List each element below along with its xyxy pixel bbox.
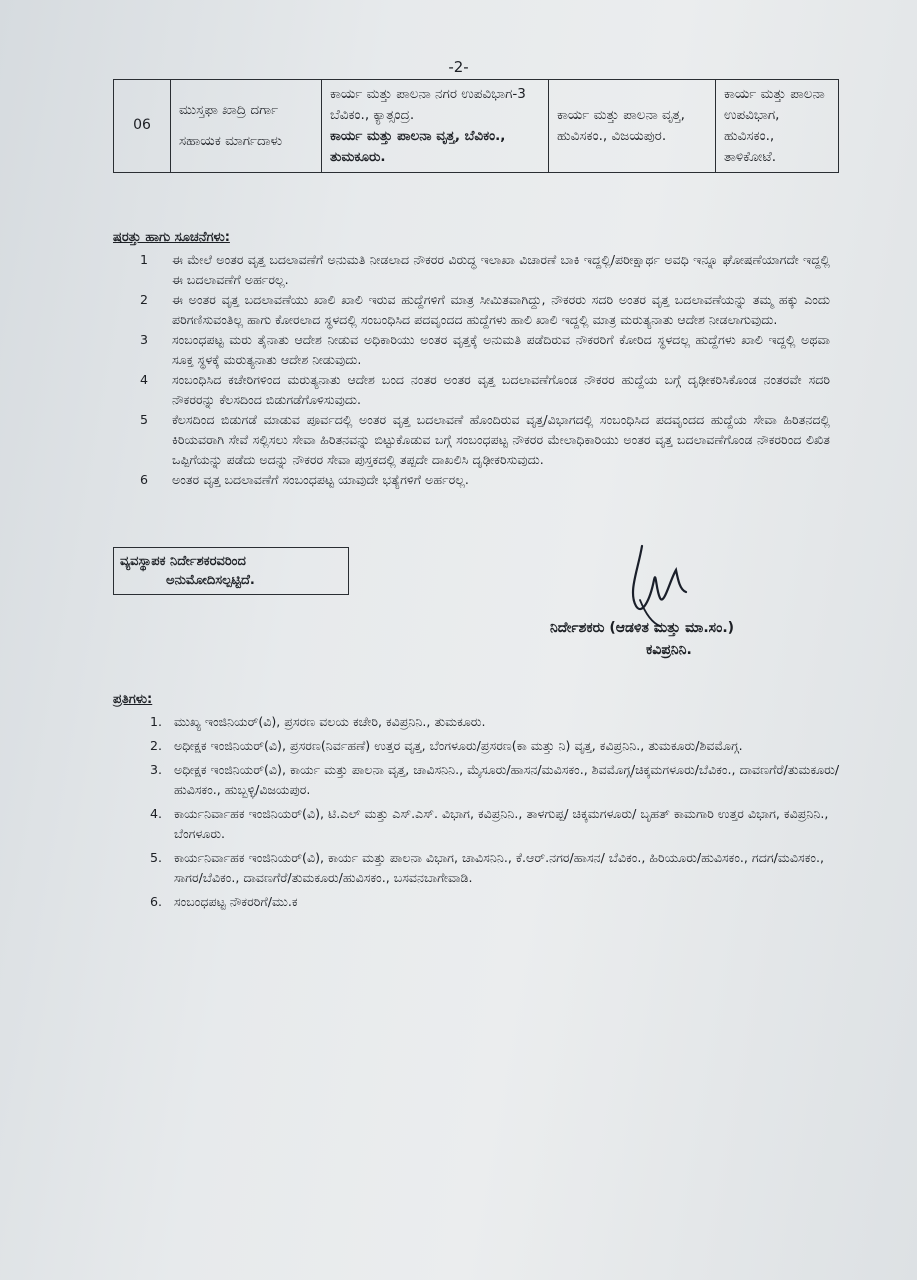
copy-item (150, 804, 840, 844)
table-row (114, 80, 839, 173)
condition-text: ಈ ಅಂತರ ವೃತ್ತ ಬದಲಾವಣೆಯು ಖಾಲಿ ಖಾಲಿ ಇರುವ ಹುದ್ದೆಗಳಿಗೆ ಮಾತ್ರ ಸೀಮಿತವಾಗಿದ್ದು, ನೌಕರರು ಸದರಿ ಅಂತರ ವೃತ್ತ ಬದಲಾವಣೆಯನ್ನು ತಮ್ಮ ಹಕ್ಕು ಎಂದು ಪರಿಗಣಿಸುವಂತಿಲ್ಲ ಹಾಗು ಕೋರಲಾದ ಸ್ಥಳದಲ್ಲಿ ಸಂಬಂಧಿಸಿದ ಪದವೃಂದದ ಹುದ್ದೆಗಳು ಹಾಲಿ ಖಾಲಿ ಇದ್ದಲ್ಲಿ ಮಾತ್ರ ಮರುತ್ಯನಾತು ಆದೇಶ ನೀಡಲಾಗುವುದು. (172, 292, 830, 327)
condition-number: 4 (140, 372, 149, 387)
signatory-title: ನಿರ್ದೇಶಕರು (ಆಡಳಿತ ಮತ್ತು ಮಾ.ಸಂ.) (550, 620, 735, 636)
condition-item (140, 470, 830, 490)
transfer-table (113, 79, 839, 173)
from-unit-cell (322, 80, 549, 173)
copy-text: ಮುಖ್ಯ ಇಂಜಿನಿಯರ್(ವಿ), ಪ್ರಸರಣ ವಲಯ ಕಚೇರಿ, ಕವಿಪ್ರನಿನಿ., ತುಮಕೂರು. (174, 714, 486, 729)
employee-name: ಮುಸ್ತಫಾ ಖಾದ್ರಿ ದರ್ಗಾ (179, 101, 279, 118)
condition-number: 2 (140, 292, 149, 307)
copy-text: ಅಧೀಕ್ಷಕ ಇಂಜಿನಿಯರ್(ವಿ), ಪ್ರಸರಣ(ನಿರ್ವಹಣೆ) ಉತ್ತರ ವೃತ್ತ, ಬೆಂಗಳೂರು/ಪ್ರಸರಣ(ಕಾ ಮತ್ತು ನಿ) ವೃತ್ತ, ಕವಿಪ್ರನಿನಿ., ತುಮಕೂರು/ಶಿವಮೊಗ್ಗ. (174, 738, 743, 753)
copy-item (150, 760, 840, 800)
condition-item (140, 410, 830, 470)
approval-box (113, 547, 349, 595)
from-unit-line-2: ಕಾರ್ಯ ಮತ್ತು ಪಾಲನಾ ವೃತ್ತ, ಬೆವಿಕಂ., ತುಮಕೂರು. (330, 127, 506, 165)
copy-number: 6. (150, 894, 163, 909)
condition-item (140, 290, 830, 330)
conditions-list (140, 250, 830, 490)
condition-text: ಕೆಲಸದಿಂದ ಬಿಡುಗಡೆ ಮಾಡುವ ಪೂರ್ವದಲ್ಲಿ ಅಂತರ ವೃತ್ತ ಬದಲಾವಣೆ ಹೊಂದಿರುವ ವೃತ್ತ/ವಿಭಾಗದಲ್ಲಿ ಸಂಬಂಧಿಸಿದ ಪದವೃಂದದ ಹುದ್ದೆಯ ಸೇವಾ ಹಿರಿತನದಲ್ಲಿ ಕಿರಿಯವರಾಗಿ ಸೇವೆ ಸಲ್ಲಿಸಲು ಸೇವಾ ಹಿರಿತನವನ್ನು ಬಿಟ್ಟುಕೊಡುವ ಬಗ್ಗೆ ಸಂಬಂಧಪಟ್ಟ ನೌಕರರ ಮೇಲಾಧಿಕಾರಿಯು ಅಂತರ ವೃತ್ತ ಬದಲಾವಣೆಗೊಂಡ ನೌಕರರಿಂದ ಲಿಖಿತ ಒಪ್ಪಿಗೆಯನ್ನು ಪಡೆದು ಅದನ್ನು ನೌಕರರ ಸೇವಾ ಪುಸ್ತಕದಲ್ಲಿ ತಪ್ಪದೇ ದಾಖಲಿಸಿ ದೃಢೀಕರಿಸುವುದು. (172, 412, 830, 467)
copy-text: ಸಂಬಂಧಪಟ್ಟ ನೌಕರರಿಗೆ/ಮು.ಕ (174, 894, 298, 909)
employee-cell (171, 80, 322, 173)
copy-number: 2. (150, 738, 163, 753)
copy-item (150, 892, 840, 912)
condition-item (140, 330, 830, 370)
condition-item (140, 370, 830, 410)
copy-number: 1. (150, 714, 163, 729)
copy-item (150, 712, 840, 732)
to-circle-cell: ಕಾರ್ಯ ಮತ್ತು ಪಾಲನಾ ವೃತ್ತ, ಹುವಿಸಕಂ., ವಿಜಯಪುರ. (549, 80, 716, 173)
page-number: -2- (448, 58, 469, 76)
signatory-org: ಕವಿಪ್ರನಿನಿ. (646, 642, 692, 658)
from-unit-line-1: ಕಾರ್ಯ ಮತ್ತು ಪಾಲನಾ ನಗರ ಉಪವಿಭಾಗ-3 ಬೆವಿಕಂ., ಕ್ಯಾತ್ಸಂದ್ರ. (330, 86, 526, 123)
copies-list (150, 712, 840, 916)
copy-item (150, 848, 840, 888)
condition-text: ಸಂಬಂಧಪಟ್ಟ ಮರು ತೈನಾತು ಆದೇಶ ನೀಡುವ ಅಧಿಕಾರಿಯು ಅಂತರ ವೃತ್ತಕ್ಕೆ ಅನುಮತಿ ಪಡೆದಿರುವ ನೌಕರರಿಗೆ ಕೋರಿದ ಸ್ಥಳದಲ್ಲ ಹುದ್ದೆಗಳು ಖಾಲಿ ಇದ್ದಲ್ಲಿ ಅಥವಾ ಸೂಕ್ತ ಸ್ಥಳಕ್ಕೆ ಮರುತ್ಯನಾತು ಆದೇಶ ನೀಡುವುದು. (172, 332, 830, 367)
condition-text: ಸಂಬಂಧಿಸಿದ ಕಚೇರಿಗಳಿಂದ ಮರುತ್ಯನಾತು ಆದೇಶ ಬಂದ ನಂತರ ಅಂತರ ವೃತ್ತ ಬದಲಾವಣೆಗೊಂಡ ನೌಕರರ ಹುದ್ದೆಯ ಬಗ್ಗೆ ದೃಢೀಕರಿಸಿಕೊಂಡ ನಂತರವೇ ಸದರಿ ನೌಕರರನ್ನು ಕೆಲಸದಿಂದ ಬಿಡುಗಡೆಗೊಳಿಸುವುದು. (172, 372, 830, 407)
condition-number: 3 (140, 332, 149, 347)
condition-number: 1 (140, 252, 149, 267)
copy-text: ಕಾರ್ಯನಿರ್ವಾಹಕ ಇಂಜಿನಿಯರ್(ವಿ), ಟಿ.ಎಲ್ ಮತ್ತು ಎಸ್.ಎಸ್. ವಿಭಾಗ, ಕವಿಪ್ರನಿನಿ., ತಾಳಗುಪ್ಪ/ ಚಿಕ್ಕಮಗಳೂರು/ ಬೃಹತ್ ಕಾಮಗಾರಿ ಉತ್ತರ ವಿಭಾಗ, ಕವಿಪ್ರನಿನಿ., ಬೆಂಗಳೂರು. (174, 806, 829, 841)
condition-number: 6 (140, 472, 149, 487)
copies-heading: ಪ್ರತಿಗಳು: (113, 692, 153, 707)
copy-number: 5. (150, 850, 163, 865)
condition-text: ಈ ಮೇಲೆ ಅಂತರ ವೃತ್ತ ಬದಲಾವಣೆಗೆ ಅನುಮತಿ ನೀಡಲಾದ ನೌಕರರ ವಿರುದ್ಧ ಇಲಾಖಾ ವಿಚಾರಣೆ ಬಾಕಿ ಇದ್ದಲ್ಲಿ/ಪರೀಕ್ಷಾರ್ಥ ಅವಧಿ ಇನ್ನೂ ಘೋಷಣೆಯಾಗದೇ ಇದ್ದಲ್ಲಿ ಈ ಬದಲಾವಣೆಗೆ ಅರ್ಹರಲ್ಲ. (172, 252, 830, 287)
approval-line-1: ವ್ಯವಸ್ಥಾಪಕ ನಿರ್ದೇಶಕರವರಿಂದ (120, 554, 246, 569)
copy-number: 3. (150, 762, 163, 777)
condition-item (140, 250, 830, 290)
copy-item (150, 736, 840, 756)
signatory-block (550, 617, 734, 661)
condition-text: ಅಂತರ ವೃತ್ತ ಬದಲಾವಣೆಗೆ ಸಂಬಂಧಪಟ್ಟ ಯಾವುದೇ ಭತ್ಯೆಗಳಿಗೆ ಅರ್ಹರಲ್ಲ. (172, 472, 469, 487)
conditions-heading: ಷರತ್ತು ಹಾಗು ಸೂಚನೆಗಳು: (113, 230, 230, 245)
approval-line-2: ಅನುಮೋದಿಸಲ್ಪಟ್ಟಿದೆ. (166, 573, 255, 588)
employee-designation: ಸಹಾಯಕ ಮಾರ್ಗದಾಳು (179, 132, 283, 149)
serial-cell: 06 (114, 80, 171, 173)
to-unit-cell: ಕಾರ್ಯ ಮತ್ತು ಪಾಲನಾ ಉಪವಿಭಾಗ, ಹುವಿಸಕಂ., ತಾಳಿಕೋಟೆ. (716, 80, 839, 173)
condition-number: 5 (140, 412, 149, 427)
copy-text: ಅಧೀಕ್ಷಕ ಇಂಜಿನಿಯರ್(ವಿ), ಕಾರ್ಯ ಮತ್ತು ಪಾಲನಾ ವೃತ್ತ, ಚಾವಿಸನಿನಿ., ಮೈಸೂರು/ಹಾಸನ/ಮವಿಸಕಂ., ಶಿವಮೊಗ್ಗ/ಚಿಕ್ಕಮಗಳೂರು/ಬೆವಿಕಂ., ದಾವಣಗೆರೆ/ತುಮಕೂರು/ಹುವಿಸಕಂ., ಹುಬ್ಬಳ್ಳಿ/ವಿಜಯಪುರ. (174, 762, 840, 797)
copy-number: 4. (150, 806, 163, 821)
copy-text: ಕಾರ್ಯನಿರ್ವಾಹಕ ಇಂಜಿನಿಯರ್(ವಿ), ಕಾರ್ಯ ಮತ್ತು ಪಾಲನಾ ವಿಭಾಗ, ಚಾವಿಸನಿನಿ., ಕೆ.ಆರ್.ನಗರ/ಹಾಸನ/ ಬೆವಿಕಂ., ಹಿರಿಯೂರು/ಹುವಿಸಕಂ., ಗದಗ/ಮವಿಸಕಂ., ಸಾಗರ/ಬೆವಿಕಂ., ದಾವಣಗೆರೆ/ತುಮಕೂರು/ಹುವಿಸಕಂ., ಬಸವನಬಾಗೇವಾಡಿ. (174, 850, 824, 885)
